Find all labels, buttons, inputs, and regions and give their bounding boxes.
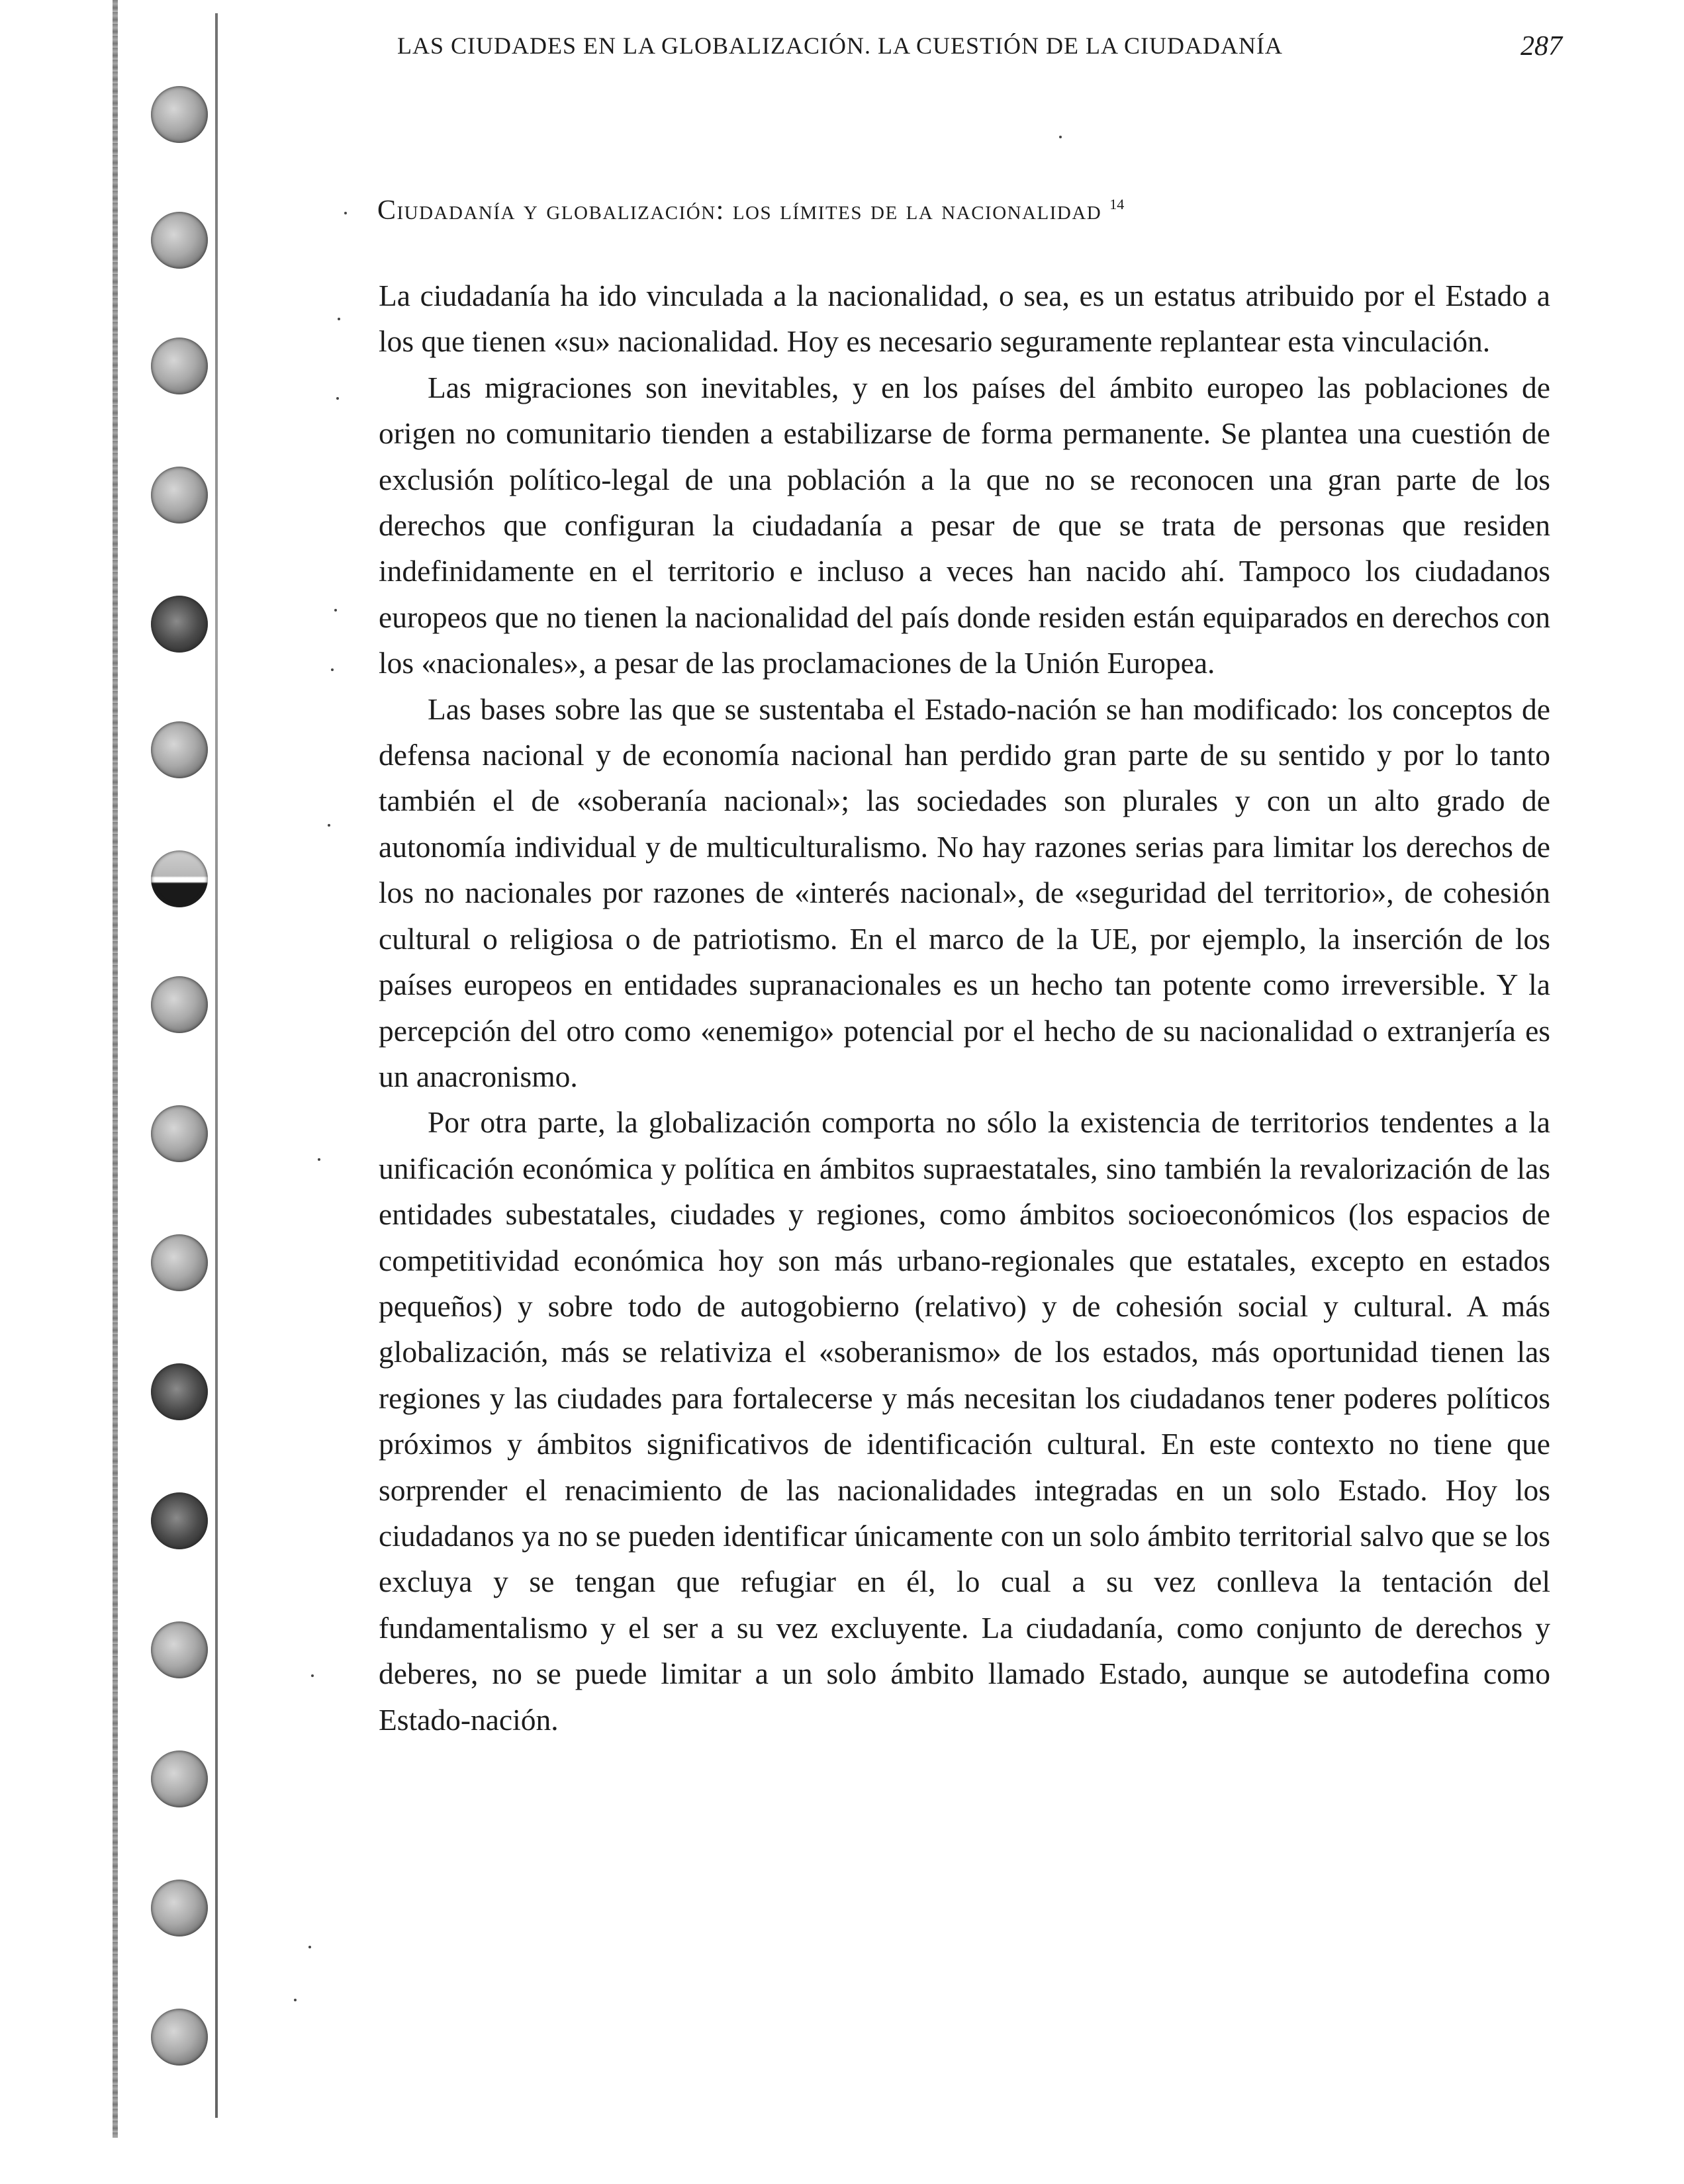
- punch-hole: [151, 1880, 208, 1936]
- footnote-reference: 14: [1109, 196, 1125, 212]
- punch-hole: [151, 86, 208, 143]
- binding-edge: [113, 0, 118, 2138]
- punch-hole: [151, 1751, 208, 1807]
- paragraph: La ciudadanía ha ido vinculada a la nacionalidad, o sea, es un estatus atribuido por el Estado a los que tienen «su» nacionalidad. Hoy es necesario seguramente replantear esta vinculación.: [379, 279, 1550, 359]
- scan-speck: [338, 318, 340, 320]
- scan-speck: [328, 824, 330, 827]
- punch-hole: [151, 338, 208, 394]
- running-header: [397, 32, 1575, 71]
- paragraph: Las migraciones son inevitables, y en los países del ámbito europeo las poblaciones de origen no comunitario tienden a estabilizarse de forma permanente. Se plantea una cuestión de exclusión político-legal de una población a la que no se reconocen una gran parte de los derechos que configuran la ciudadanía a pesar de que se trata de personas que residen indefinidamente en el territorio e incluso a veces han nacido ahí. Tampoco los ciudadanos europeos que no tienen la nacionalidad del país donde residen están equiparados en derechos con los «nacionales», a pesar de las proclamaciones de la Unión Europea.: [379, 370, 1550, 680]
- punch-hole: [151, 976, 208, 1033]
- scan-speck: [318, 1158, 320, 1161]
- punch-hole: [151, 1492, 208, 1549]
- punch-hole: [151, 850, 208, 907]
- scan-speck: [334, 609, 337, 612]
- scan-speck: [1059, 136, 1062, 138]
- punch-hole: [151, 1234, 208, 1291]
- paragraph: Las bases sobre las que se sustentaba el Estado-nación se han modificado: los conceptos de defensa nacional y de economía nacional han perdido gran parte de su sentido y por lo tanto también el de «soberanía nacional»; las sociedades son plurales y con un alto grado de autonomía individual y de multiculturalismo. No hay razones serias para limitar los derechos de los no nacionales por razones de «interés nacional», de «seguridad del territorio», de cohesión cultural o religiosa o de patriotismo. En el marco de la UE, por ejemplo, la inserción de los países europeos en entidades supranacionales es un hecho tan potente como irreversible. Y la percepción del otro como «enemigo» potencial por el hecho de su nacionalidad o extranjería es un anacronismo.: [379, 692, 1550, 1093]
- section-title: Ciudadanía y globalización: los límites de la nacionalidad: [377, 195, 1102, 226]
- section-heading: [377, 195, 1124, 226]
- punch-hole: [151, 1363, 208, 1420]
- punch-hole: [151, 467, 208, 523]
- punch-hole: [151, 1621, 208, 1678]
- binding-line: [215, 13, 218, 2118]
- punch-hole: [151, 721, 208, 778]
- scan-speck: [294, 1999, 297, 2001]
- paragraph: Por otra parte, la globalización comporta no sólo la existencia de territorios tendentes a la unificación económica y política en ámbitos supraestatales, sino también la revalorización de las entidades subestatales, ciudades y regiones, como ámbitos socioeconómicos (los espacios de competitividad económica hoy son más urbano-regionales que estatales, excepto en estados pequeños) y sobre todo de autogobierno (relativo) y de cohesión social y cultural. A más globalización, más se relativiza el «soberanismo» de los estados, más oportunidad tienen las regiones y las ciudades para fortalecerse y más necesitan los ciudadanos tener poderes políticos próximos y ámbitos significativos de identificación cultural. En este contexto no tiene que sorprender el renacimiento de las nacionalidades integradas en un solo Estado. Hoy los ciudadanos ya no se pueden identificar únicamente con un solo ámbito territorial salvo que se los excluya y se tengan que refugiar en él, lo cual a su vez conlleva la tentación del fundamentalismo y el ser a su vez excluyente. La ciudadanía, como conjunto de derechos y deberes, no se puede limitar a un solo ámbito llamado Estado, aunque se autodefina como Estado-nación.: [379, 1105, 1550, 1737]
- body-text: [379, 273, 1550, 1743]
- scan-speck: [311, 1674, 314, 1677]
- punch-hole: [151, 1105, 208, 1162]
- scan-speck: [308, 1946, 311, 1948]
- punch-hole: [151, 596, 208, 653]
- scan-speck: [344, 212, 347, 214]
- page-number: 287: [1520, 31, 1562, 62]
- punch-hole: [151, 212, 208, 269]
- scan-speck: [336, 397, 339, 400]
- scan-speck: [331, 668, 334, 671]
- punch-hole: [151, 2009, 208, 2066]
- running-title: LAS CIUDADES EN LA GLOBALIZACIÓN. LA CUESTIÓN DE LA CIUDADANÍA: [397, 32, 1283, 59]
